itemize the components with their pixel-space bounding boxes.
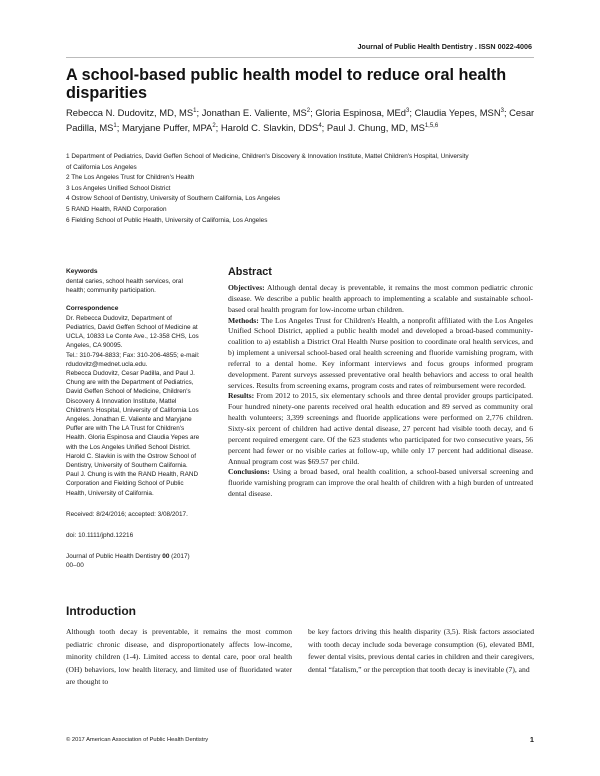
doi: doi: 10.1111/jphd.12216	[66, 532, 134, 540]
methods-text: The Los Angeles Trust for Children's Health, a nonprofit affiliated with the Los Angeles Unified School District, applied a public health model and developed a broad-based community-coalition to a) establish a District Oral Health Nurse position to coordinate oral health services, and b) implement a universal school-based oral health screening and fluoride varnishing program, with referral to a dental home. Key informant interviews and focus groups informed program development. Parent surveys assessed preventative oral health behaviors and access to oral health services. Results from screening exams, program costs and rates of reimbursement were recorded.	[228, 315, 533, 390]
header-rule	[66, 57, 534, 58]
journal-header: Journal of Public Health Dentistry . ISSN 0022-4006	[357, 42, 532, 51]
author-name: Rebecca N. Dudovitz, MD, MS	[66, 107, 194, 119]
author-name: Gloria Espinosa, MEd	[315, 107, 407, 119]
received-dates: Received: 8/24/2016; accepted: 3/08/2017.	[66, 510, 188, 518]
abstract-conclusions	[228, 467, 533, 500]
affiliation-line: 1 Department of Pediatrics, David Geffen School of Medicine, Children's Discovery & Innovation Institute, Mattel Children's Hospital, University	[66, 153, 469, 160]
author-name: Cesar Padilla, MS	[66, 107, 535, 133]
conclusions-label: Conclusions:	[228, 467, 270, 477]
abstract-results	[228, 391, 533, 467]
author-name: Harold C. Slavkin, DDS	[220, 121, 319, 133]
introduction-heading: Introduction	[66, 604, 136, 618]
citation-volume: 00	[162, 553, 170, 561]
author-affil-sup: 4	[318, 122, 322, 129]
affiliation-line: 5 RAND Health, RAND Corporation	[66, 205, 167, 213]
article-sidebar	[66, 267, 202, 571]
introduction-column-right	[308, 626, 534, 676]
author-affil-sup: 3	[500, 108, 504, 114]
affiliation-line: 6 Fielding School of Public Health, University of California, Los Angeles	[66, 216, 268, 224]
article-title: A school-based public health model to reduce oral health disparities	[66, 66, 507, 102]
abstract-objectives	[228, 283, 533, 316]
author-name: Maryjane Puffer, MPA	[121, 121, 213, 133]
abstract-heading: Abstract	[228, 266, 272, 278]
affiliations-list	[66, 152, 536, 226]
correspondence-contact: Tel.: 310-794-8833; Fax: 310-206-4855; e-mail: rdudovitz@mednet.ucla.edu.	[66, 351, 200, 368]
page-number: 1	[529, 735, 534, 744]
results-label: Results:	[228, 391, 255, 401]
abstract-body	[228, 283, 533, 500]
author-affiliation-note: Rebecca Dudovitz, Cesar Padilla, and Paul J. Chung are with the Department of Pediatrics, David Geffen School of Medicine, Children's Discovery & Innovation Institute, Mattel Children's Hospital, University of California Los Angeles. Jonathan E. Valiente and Maryjane Puffer are with The LA Trust for Children's Health. Gloria Espinosa and Claudia Yepes are with the Los Angeles Unified School District. Harold C. Slavkin is with the Ostrow School of Dentistry, University of Southern California. Paul J. Chung is with the RAND Health, RAND Corporation and Fielding School of Public Health, University of California.	[66, 370, 200, 497]
methods-label: Methods:	[228, 315, 259, 325]
citation-prefix: Journal of Public Health Dentistry	[66, 553, 163, 561]
author-affil-sup: 3	[406, 108, 410, 114]
author-affil-sup: 1	[113, 122, 117, 129]
results-text: From 2012 to 2015, six elementary schools and three dental provider groups participated. Four hundred ninety-one parents received oral health education and 89 served as community oral health volunteers; 3,399 screenings and fluoride applications were performed on 2,776 children. Sixty-six percent of children had active dental disease, 27 percent had visible tooth decay, and 6 percent required emergent care. Of the 623 students who participated for two consecutive years, 56 percent had fewer or no visible caries at follow-up, while only 17 percent had additional disease. Annual program cost was $69.57 per child.	[228, 391, 533, 466]
author-affil-sup: 1,5,6	[424, 122, 439, 129]
author-name: Jonathan E. Valiente, MS	[201, 107, 307, 119]
author-list: Rebecca N. Dudovitz, MD, $MS^1$; Jonathan E. Valiente, $MS^2$; Gloria Espinosa, MEd$^3$; Claudia Yepes, MSN$^3$; Cesar Padilla, $MS^1$; Maryjane Puffer, MPA$^2$; Harold C. Slavkin, DDS$^4$; Paul J. Chung, MD, MS$^{1,5,6}$	[66, 107, 535, 133]
citation-suffix: (2017) 00–00	[66, 553, 190, 570]
journal-citation	[66, 552, 202, 570]
affiliation-line: 3 Los Angeles Unified School District	[66, 184, 171, 192]
affiliation-line: 4 Ostrow School of Dentistry, University of Southern California, Los Angeles	[66, 195, 281, 203]
author-name: Claudia Yepes, MSN	[414, 107, 501, 119]
objectives-text: Although dental decay is preventable, it remains the most common pediatric chronic disease. We describe a public health approach to implementing a scalable and sustainable school-based oral health program for low-income urban children.	[228, 283, 533, 314]
conclusions-text: Using a broad based, oral health coalition, a school-based universal screening and fluoride varnishing program can improve the oral health of children with a high burden of untreated dental disease.	[228, 467, 533, 499]
correspondence-heading: Correspondence	[66, 304, 119, 312]
affiliation-line: 2 The Los Angeles Trust for Children's Health	[66, 174, 195, 182]
author-affil-sup: 2	[306, 108, 311, 114]
author-affil-sup: 1	[193, 108, 197, 114]
author-affil-sup: 2	[212, 122, 216, 129]
introduction-paragraph: Although tooth decay is preventable, it remains the most common pediatric chronic disease, and disproportionately affects low-income, minority children (1-4). Limited access to dental care, poor oral health (OH) behaviors, low health literacy, and limited use of fluoridated water are thought to	[66, 627, 292, 687]
correspondence-address: Dr. Rebecca Dudovitz, Department of Pediatrics, David Geffen School of Medicine at UCLA, 10833 Le Conte Ave., 12-358 CHS, Los Angeles, CA 90095.	[66, 314, 199, 350]
abstract-methods	[228, 316, 533, 392]
author-name: Paul J. Chung, MD, MS	[326, 121, 425, 133]
affiliation-line: of California Los Angeles	[66, 163, 137, 171]
keywords-heading: Keywords	[66, 268, 98, 275]
objectives-label: Objectives:	[228, 283, 265, 292]
keywords-text: dental caries, school health services, oral health; community participation.	[66, 278, 183, 295]
introduction-paragraph: be key factors driving this health disparity (3,5). Risk factors associated with tooth decay include soda beverage consumption (6), elevated BMI, fewer dental visits, previous dental caries in children and their caregivers, dental “fatalism,” or the perception that tooth decay is inevitable (7), and	[308, 627, 534, 674]
introduction-column-left	[66, 626, 292, 689]
footer-copyright: © 2017 American Association of Public Health Dentistry	[66, 737, 209, 743]
